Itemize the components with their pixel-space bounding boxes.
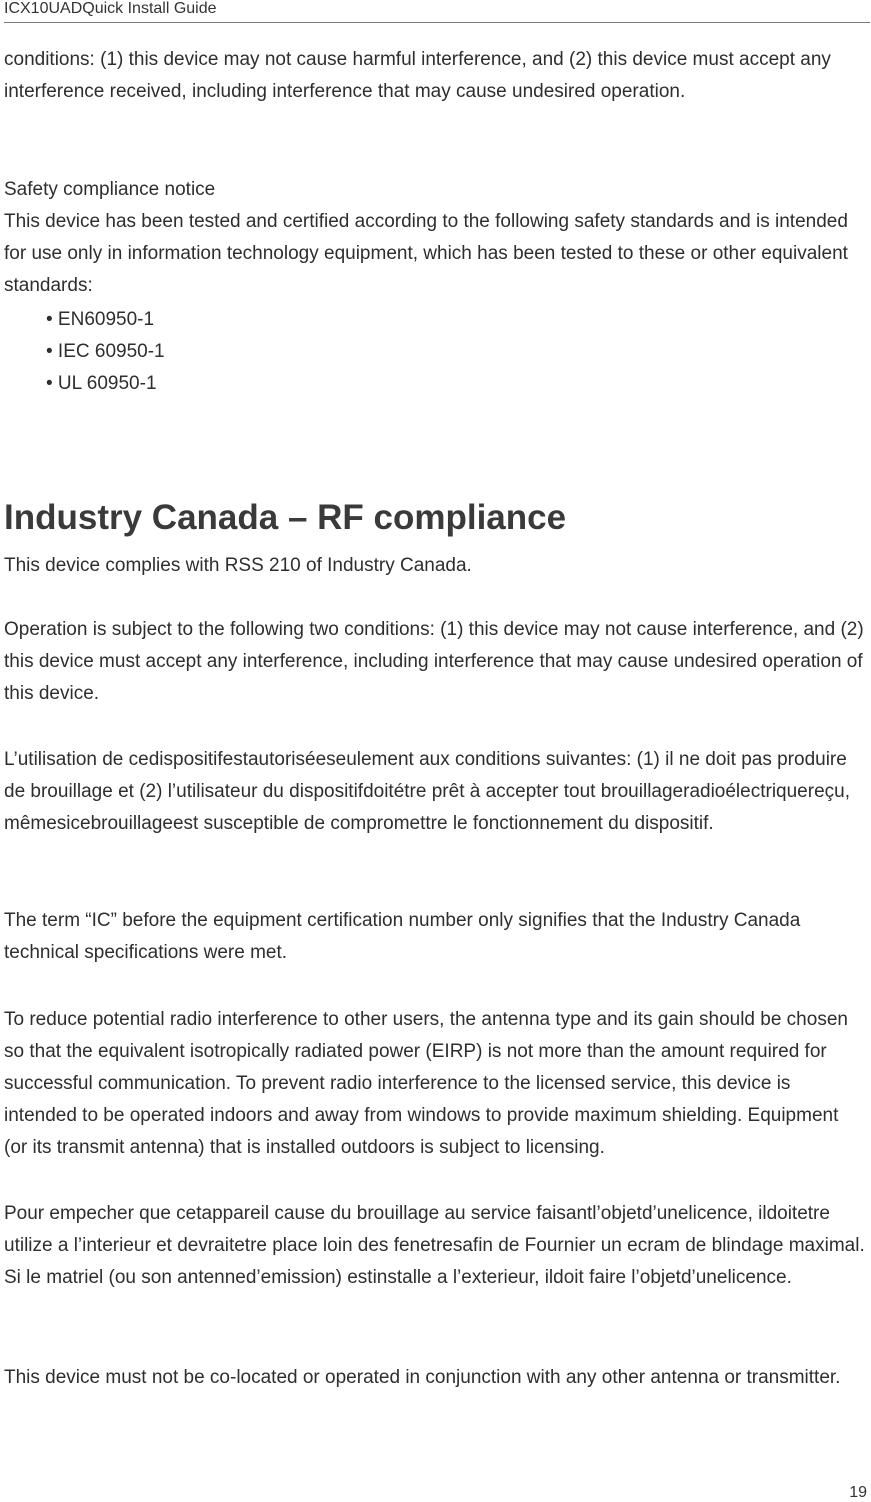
safety-standard-item: • IEC 60950-1 (46, 341, 165, 362)
ic-compliance-statement: This device complies with RSS 210 of Industry Canada. (4, 555, 472, 576)
ic-operation-paragraph: Operation is subject to the following two conditions: (1) this device may not cause interference, and (2) this device must accept any interference, including interference that may cause undesired operation of this device. (4, 619, 864, 704)
ic-colocation-paragraph: This device must not be co-located or operated in conjunction with any other antenna or transmitter. (4, 1367, 841, 1388)
ic-french-operation-paragraph: L’utilisation de cedispositifestautoriséeseulement aux conditions suivantes: (1) il ne doit pas produire de brouillage et (2) l’utilisateur du dispositifdoitétre prêt à accepter tout brouillageradioélectriquereçu, mêmesicebrouillageest susceptible de compromettre le fonctionnement du dispositif. (4, 749, 850, 834)
ic-term-paragraph: The term “IC” before the equipment certification number only signifies that the Industry Canada technical specifications were met. (4, 910, 801, 963)
safety-standard-item: • UL 60950-1 (46, 373, 157, 394)
safety-standard-item: • EN60950-1 (46, 309, 155, 330)
page-header (4, 0, 870, 23)
ic-antenna-paragraph: To reduce potential radio interference to other users, the antenna type and its gain should be chosen so that the equivalent isotropically radiated power (EIRP) is not more than the amount required for successful communication. To prevent radio interference to the licensed service, this device is intended to be operated indoors and away from windows to provide maximum shielding. Equipment (or its transmit antenna) that is installed outdoors is subject to licensing. (4, 1009, 848, 1158)
safety-body-paragraph: This device has been tested and certified according to the following safety standards and is intended for use only in information technology equipment, which has been tested to these or other equivalent standards: (4, 211, 848, 296)
page-number: 19 (849, 1484, 867, 1501)
document-title: ICX10UADQuick Install Guide (4, 0, 217, 17)
section-heading-industry-canada: Industry Canada – RF compliance (4, 498, 567, 537)
safety-heading: Safety compliance notice (4, 179, 216, 200)
ic-french-antenna-paragraph: Pour empecher que cetappareil cause du brouillage au service faisantl’objetd’unelicence, ildoitetre utilize a l’interieur et devraitetre place loin des fenetresafin de Fournier un ecram de blindage maximal. Si le matriel (ou son antenned’emission) estinstalle a l’exterieur, ildoit faire l’objetd’unelicence. (4, 1203, 865, 1288)
fcc-conditions-paragraph: conditions: (1) this device may not cause harmful interference, and (2) this device must accept any interference received, including interference that may cause undesired operation. (4, 49, 831, 102)
